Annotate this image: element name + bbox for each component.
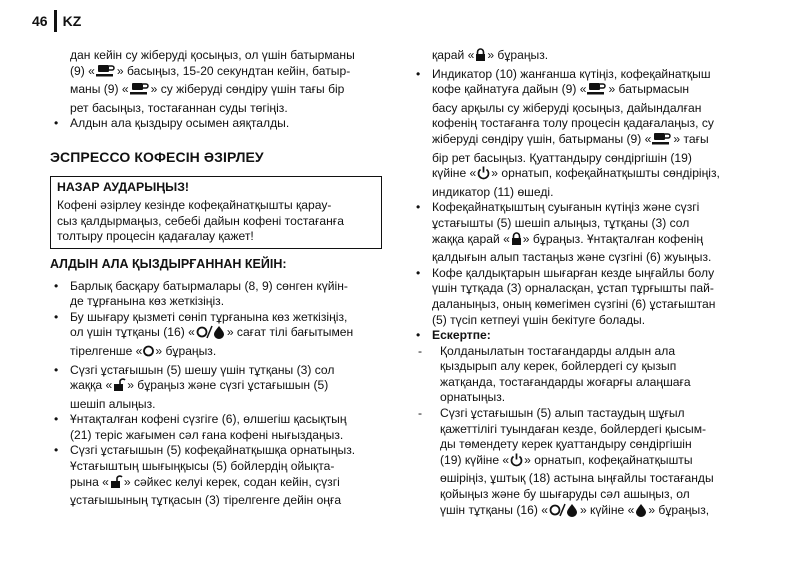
open-lock-icon [113, 378, 126, 397]
text-line: де тұрғанына көз жеткізіңіз. [70, 294, 225, 309]
text-line: қалдығын алып тастаңыз және сүзгіні (6) жуыңыз. [432, 250, 712, 265]
language-code: KZ [62, 13, 82, 29]
text-line: қажеттілігі туындаған кезде, бойлердегі қысым- [440, 421, 707, 436]
right-column [412, 48, 752, 521]
coffee-cup-icon [587, 82, 607, 101]
text-line: » тағы [673, 131, 709, 146]
text-line: қарай « [432, 48, 475, 62]
text-line: дан кейін су жіберуді қосыңыз, ол үшін батырманы [70, 48, 355, 62]
subheading: АЛДЫН АЛА ҚЫЗДЫРҒАННАН КЕЙІН: [50, 256, 287, 271]
text-line: ды төмендету керек қуаттандыру сөндіргішін [440, 437, 692, 452]
text-line: жатқанда, тостағандарды жоғарғы алаңшаға [440, 374, 691, 389]
left-column [50, 48, 382, 509]
steam-knob-icon [143, 344, 154, 363]
notice-title: НАЗАР АУДАРЫҢЫЗ! [57, 179, 189, 194]
open-lock-icon [110, 475, 123, 494]
bullet-item [412, 266, 752, 328]
text-line: Ұстағыштың шығыңқысы (5) бойлердің ойықта- [70, 459, 335, 474]
text-line: » батырмасын [608, 82, 690, 97]
text-line: басу арқылы су жіберуді қосыңыз, дайындалған [432, 100, 702, 115]
text-line: тірелгенше « [70, 343, 143, 358]
power-icon [510, 453, 523, 472]
text-line: » орнатып, кофеқайнатқышты сөндіріңіз, [491, 166, 720, 181]
text-line: » бұраңыз және сүзгі ұстағышын (5) [127, 378, 329, 393]
text-line: қыздырып алу керек, бойлердегі су қызып [440, 359, 677, 374]
coffee-cup-icon [96, 64, 116, 83]
coffee-cup-icon [652, 132, 672, 151]
text-line: (5) түсіп кетпеуі үшін бекітуге болады. [432, 312, 646, 327]
text-line: » бұраңыз. [155, 343, 217, 358]
text-line: қойыңыз және бу шығаруды сәл ашыңыз, ол [440, 487, 690, 502]
note-label: Ескертпе: [432, 328, 491, 343]
bullet-item [50, 412, 382, 443]
text-line: индикатор (11) өшеді. [432, 184, 554, 199]
text-line: » басыңыз, 15-20 секундтан кейін, батыр- [116, 63, 351, 78]
bullet-item [50, 363, 382, 413]
text-line: » сағат тілі бағытымен [226, 325, 354, 340]
steam-knob-icon [196, 325, 226, 344]
text-line: кофе қайнатуға дайын (9) « [432, 82, 587, 97]
notice-line: Кофені әзірлеу кезінде кофеқайнатқышты қарау- [57, 198, 332, 213]
text-line: рет басыңыз, тостағаннан суды төгіңіз. [70, 100, 288, 115]
page-number: 46 [32, 13, 48, 29]
text-line: даланыңыз, оның көмегімен сүзгіні (6) ұстағыштан [432, 296, 716, 311]
text-line: (21) теріс жағымен сәл ғана кофені нығыздаңыз. [70, 427, 344, 442]
note-title [412, 328, 752, 344]
bullet-item [412, 67, 752, 201]
text-line: жаққа қарай « [432, 231, 510, 246]
bullet-item [50, 443, 382, 508]
text-line: • Кофеқайнатқыштың суығанын күтіңіз және сүзгі [432, 200, 700, 215]
text-line: » күйіне « [579, 502, 635, 517]
text-line: өшіріңіз, ұштық (18) астына ыңғайлы тостағанды [440, 471, 714, 486]
text-line: » бұраңыз. Ұнтақталған кофенің [522, 231, 704, 246]
bullet-item [412, 200, 752, 265]
paragraph-continued [412, 48, 752, 67]
text-line: • Индикатор (10) жанғанша күтіңіз, кофеқайнатқыш [432, 66, 711, 81]
text-line: » орнатып, кофеқайнатқышты [524, 452, 693, 467]
paragraph-preheat-continued [50, 48, 382, 116]
text-line: • Кофе қалдықтарын шығарған кезде ыңғайлы болу [432, 265, 715, 280]
closed-lock-icon [511, 232, 522, 251]
coffee-cup-icon [130, 82, 150, 101]
text-line: ол үшін тұтқаны (16) « [70, 325, 195, 340]
text-line: бір рет басыңыз. Қуаттандыру сөндіргішін (19) [432, 150, 692, 165]
text-line: » су жіберуді сөндіру үшін тағы бір [150, 82, 345, 97]
text-line: • Бу шығару қызметі сөніп тұрғанына көз жеткізіңіз, [70, 309, 348, 324]
notice-line: толтыру процесін қадағалау қажет! [57, 229, 254, 244]
text-line: - Сүзгі ұстағышын (5) алып тастаудың шұғыл [440, 406, 685, 421]
text-line: күйіне « [432, 166, 477, 181]
text-line: кофенің тостағанға толу процесін қадағалаңыз, су [432, 116, 714, 131]
dash-item [412, 344, 752, 406]
page-header [32, 10, 81, 32]
power-icon [477, 166, 490, 185]
header-divider [54, 10, 57, 32]
text-line: ұстағышының тұтқасын (3) тірелгенге дейін оңға [70, 493, 342, 508]
text-line: жаққа « [70, 378, 113, 393]
closed-lock-icon [475, 48, 486, 67]
text-line: үшін тұтқада (3) орналасқан, ұстап тұрғышты пай- [432, 281, 714, 296]
steam-knob-icon [549, 503, 579, 522]
section-heading: ЭСПРЕССО КОФЕСІН ӘЗІРЛЕУ [50, 148, 264, 165]
text-line: орнатыңыз. [440, 390, 506, 405]
text-line: рына « [70, 474, 109, 489]
text-line: - Қолданылатын тостағандарды алдын ала [440, 343, 676, 358]
text-line: жіберуді сөндіру үшін, батырманы (9) « [432, 131, 652, 146]
text-line: • Сүзгі ұстағышын (5) шешу үшін тұтқаны (3) сол [70, 362, 335, 377]
text-line: маны (9) « [70, 82, 129, 97]
notice-line: сыз қалдырмаңыз, себебі дайын кофені тостағанға [57, 213, 344, 228]
text-line: (19) күйіне « [440, 452, 510, 467]
steam-drop-icon [635, 503, 647, 522]
bullet-item [50, 279, 382, 310]
text-line: (9) « [70, 63, 95, 78]
bullet-item: • Алдын ала қыздыру осымен аяқталды. [50, 116, 382, 132]
dash-item [412, 406, 752, 521]
text-line: шешіп алыңыз. [70, 396, 156, 411]
text-line: » бұраңыз. [487, 48, 549, 62]
text-line: • Барлық басқару батырмалары (8, 9) сөнген күйін- [70, 278, 348, 293]
notice-box [50, 176, 382, 249]
bullet-item [50, 310, 382, 363]
text-line: • Ұнтақталған кофені сүзгіге (6), өлшегіш қасықтың [70, 412, 347, 427]
text-line: » сәйкес келуі керек, содан кейін, сүзгі [123, 474, 340, 489]
text-line: ұстағышты (5) шешіп алыңыз, тұтқаны (3) сол [432, 215, 690, 230]
text-line: • Сүзгі ұстағышын (5) кофеқайнатқышқа орнатыңыз. [70, 443, 356, 458]
text-line: » бұраңыз, [648, 502, 710, 517]
text-line: үшін тұтқаны (16) « [440, 502, 548, 517]
